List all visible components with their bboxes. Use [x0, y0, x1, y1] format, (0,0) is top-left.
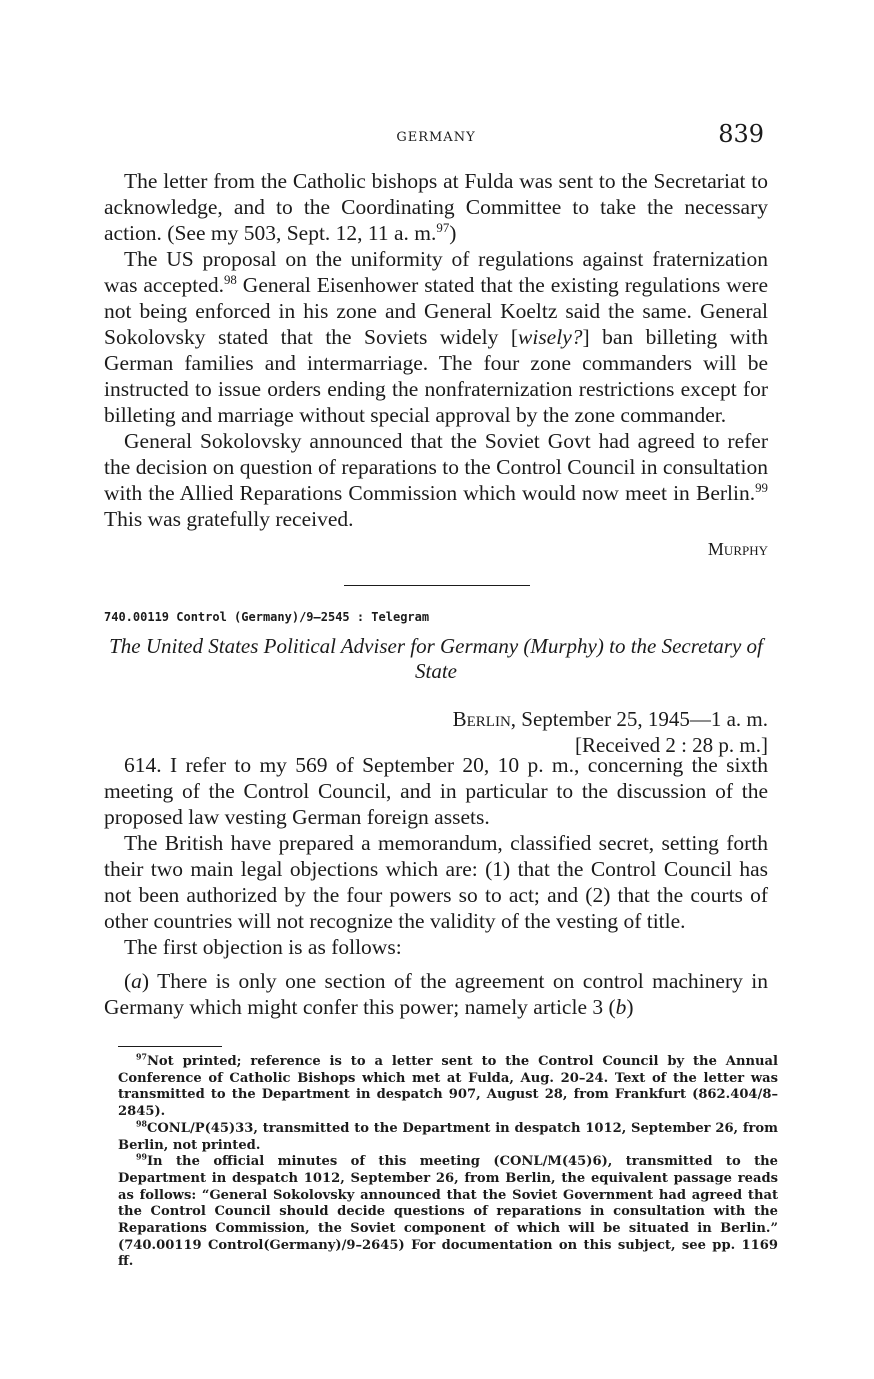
bracket: ]: [582, 325, 590, 349]
editorial-insertion: wisely?: [518, 325, 583, 349]
running-title: GERMANY: [396, 130, 476, 145]
text-run: ): [626, 995, 634, 1019]
paragraph: The first objection is as follows:: [124, 935, 402, 959]
page-number: 839: [718, 120, 764, 148]
paragraph: [104, 968, 768, 1020]
running-head: [104, 120, 768, 156]
footnote-text: CONL/P(45)33, transmitted to the Department in despatch 1012, September 26, from Berlin, not printed.: [118, 1120, 778, 1153]
dateline-date: , September 25, 1945—1 a. m.: [510, 707, 768, 731]
text-run: ): [449, 221, 457, 245]
footnote-number: 99: [136, 1152, 147, 1162]
upper-section: [104, 168, 768, 562]
item-label: a: [131, 969, 142, 993]
file-reference: 740.00119 Control (Germany)/9–2545 : Telegram: [104, 610, 430, 624]
paragraph: 614. I refer to my 569 of September 20, 10 p. m., concerning the sixth meeting of the Control Council, and in particular to the discussion of the proposed law vesting German foreign assets.: [104, 753, 768, 829]
footnote-number: 98: [136, 1119, 147, 1129]
footnotes: [118, 1054, 778, 1271]
footnote: [118, 1121, 778, 1154]
text-run: (: [124, 969, 132, 993]
text-run: The letter from the Catholic bishops at Fulda was sent to the Secretariat to acknowledge, and to the Coordinating Committee to take the necessary action. (See my 503, Sept. 12, 11 a. m.: [104, 169, 768, 245]
document-heading: The United States Political Adviser for Germany (Murphy) to the Secretary of State: [109, 634, 763, 683]
footnote-text: In the official minutes of this meeting (CONL/M(45)6), transmitted to the Department in despatch 1012, September 26, from Berlin, the equivalent passage reads as follows: “General Sokolovsky announced that the Soviet Government had agreed that the Control Council should decide questions of reparations in consultation with the Reparations Commission, the Soviet component of which will be situated in Berlin.” (740.00119 Control(Germany)/9–2645) For documentation on this subject, see pp. 1169 ff.: [118, 1154, 778, 1270]
paragraph: [104, 428, 768, 532]
text-run: General Eisenhower stated that the existing regulations were not being enforced in his zone and General Koeltz said the same. General Sokolovsky stated that the Soviets widely: [104, 273, 768, 349]
section-divider: [344, 585, 530, 586]
dateline-place: Berlin: [452, 707, 511, 731]
footnote-ref: 99: [755, 480, 768, 495]
footnote-rule: [118, 1046, 222, 1047]
paragraph: [104, 168, 768, 246]
signature: Murphy: [707, 539, 768, 559]
telegram-body: [104, 752, 768, 1020]
text-run: The US proposal on the uniformity of regulations against fraternization was accepted.: [104, 247, 768, 297]
text-run: General Sokolovsky announced that the Soviet Govt had agreed to refer the decision on question of reparations to the Control Council in consultation with the Allied Reparations Commission which would now meet in Berlin.: [104, 429, 768, 505]
footnote-text: Not printed; reference is to a letter sent to the Control Council by the Annual Conference of Catholic Bishops which met at Fulda, Aug. 20–24. Text of the letter was transmitted to the Department in despatch 907, August 28, from Frankfurt (862.404/8–2845).: [118, 1054, 778, 1120]
text-run: ban billeting with German families and intermarriage. The four zone commanders will be instructed to issue orders ending the nonfraternization restrictions except for billeting and marriage without special approval by the zone commander.: [104, 325, 768, 427]
dateline: [104, 706, 768, 732]
footnote-ref: 97: [436, 220, 450, 235]
document-header: [104, 610, 768, 758]
footnote-number: 97: [136, 1052, 147, 1062]
bracket: [: [510, 325, 518, 349]
paragraph: The British have prepared a memorandum, classified secret, setting forth their two main legal objections which are: (1) that the Control Council has not been authorized by the four powers so to act; and (2) that the courts of other countries will not recognize the validity of the vesting of title.: [104, 831, 768, 933]
received-line: [Received 2 : 28 p. m.]: [574, 733, 768, 757]
footnote: [118, 1054, 778, 1121]
paragraph: [104, 246, 768, 428]
footnote-ref: 98: [223, 272, 237, 287]
text-run: ) There is only one section of the agreement on control machinery in Germany which might confer this power; namely article 3 (: [104, 969, 768, 1019]
item-label: b: [615, 995, 627, 1019]
text-run: This was gratefully received.: [104, 507, 354, 531]
footnote: [118, 1154, 778, 1271]
